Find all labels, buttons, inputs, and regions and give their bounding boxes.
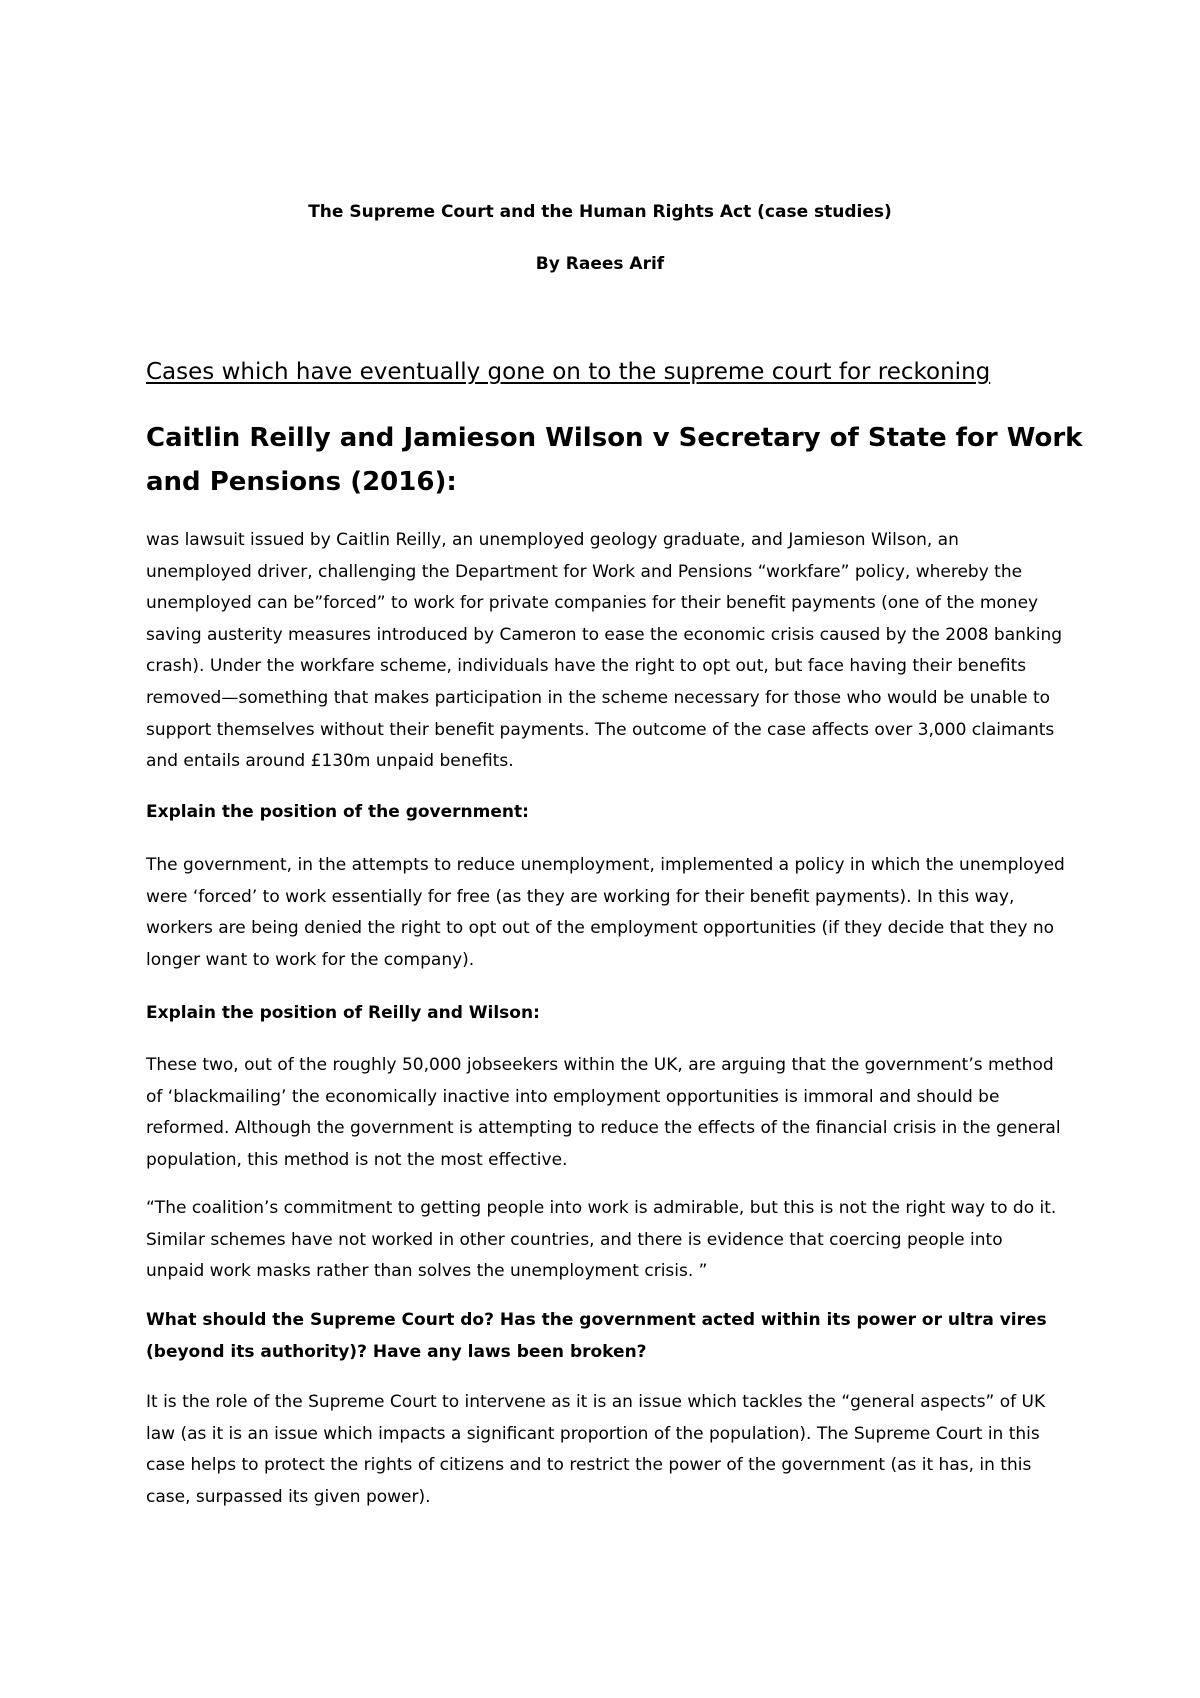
document-author: By Raees Arif	[535, 254, 665, 274]
section-heading: Cases which have eventually gone on to the supreme court for reckoning	[146, 359, 991, 385]
case-title: Caitlin Reilly and Jamieson Wilson v Secretary of State for Work and Pensions (2016):	[146, 423, 1083, 497]
answer-claimants: These two, out of the roughly 50,000 jobseekers within the UK, are arguing that the government’s method of ‘blackmailing’ the economically inactive into employment opportunities is immoral and should be reformed. Although the government is attempting to reduce the effects of the financial crisis in the general population, this method is not the most effective.	[146, 1055, 1061, 1170]
answer-government: The government, in the attempts to reduce unemployment, implemented a policy in which the unemployed were ‘forced’ to work essentially for free (as they are working for their benefit payments). In this way, workers are being denied the right to opt out of the employment opportunities (if they decide that they no longer want to work for the company).	[146, 855, 1065, 970]
answer-court: It is the role of the Supreme Court to intervene as it is an issue which tackles the “general aspects” of UK law (as it is an issue which impacts a significant proportion of the population). The Supreme Court in this case helps to protect the rights of citizens and to restrict the power of the government (as it has, in this case, surpassed its given power).	[146, 1392, 1046, 1507]
quote-paragraph: “The coalition’s commitment to getting people into work is admirable, but this is not the right way to do it. Similar schemes have not worked in other countries, and there is evidence that coercing people into unpaid work masks rather than solves the unemployment crisis. ”	[146, 1198, 1057, 1282]
document-title: The Supreme Court and the Human Rights Act (case studies)	[308, 202, 892, 222]
question-court: What should the Supreme Court do? Has the government acted within its power or ultra vires (beyond its authority)? Have any laws been broken?	[146, 1310, 1047, 1362]
question-government: Explain the position of the government:	[146, 802, 529, 822]
intro-paragraph: was lawsuit issued by Caitlin Reilly, an unemployed geology graduate, and Jamieson Wilson, an unemployed driver, challenging the Department for Work and Pensions “workfare” policy, whereby the unemployed can be”forced” to work for private companies for their benefit payments (one of the money saving austerity measures introduced by Cameron to ease the economic crisis caused by the 2008 banking crash). Under the workfare scheme, individuals have the right to opt out, but face having their benefits removed—something that makes participation in the scheme necessary for those who would be unable to support themselves without their benefit payments. The outcome of the case affects over 3,000 claimants and entails around £130m unpaid benefits.	[146, 530, 1063, 772]
question-claimants: Explain the position of Reilly and Wilson:	[146, 1003, 540, 1023]
